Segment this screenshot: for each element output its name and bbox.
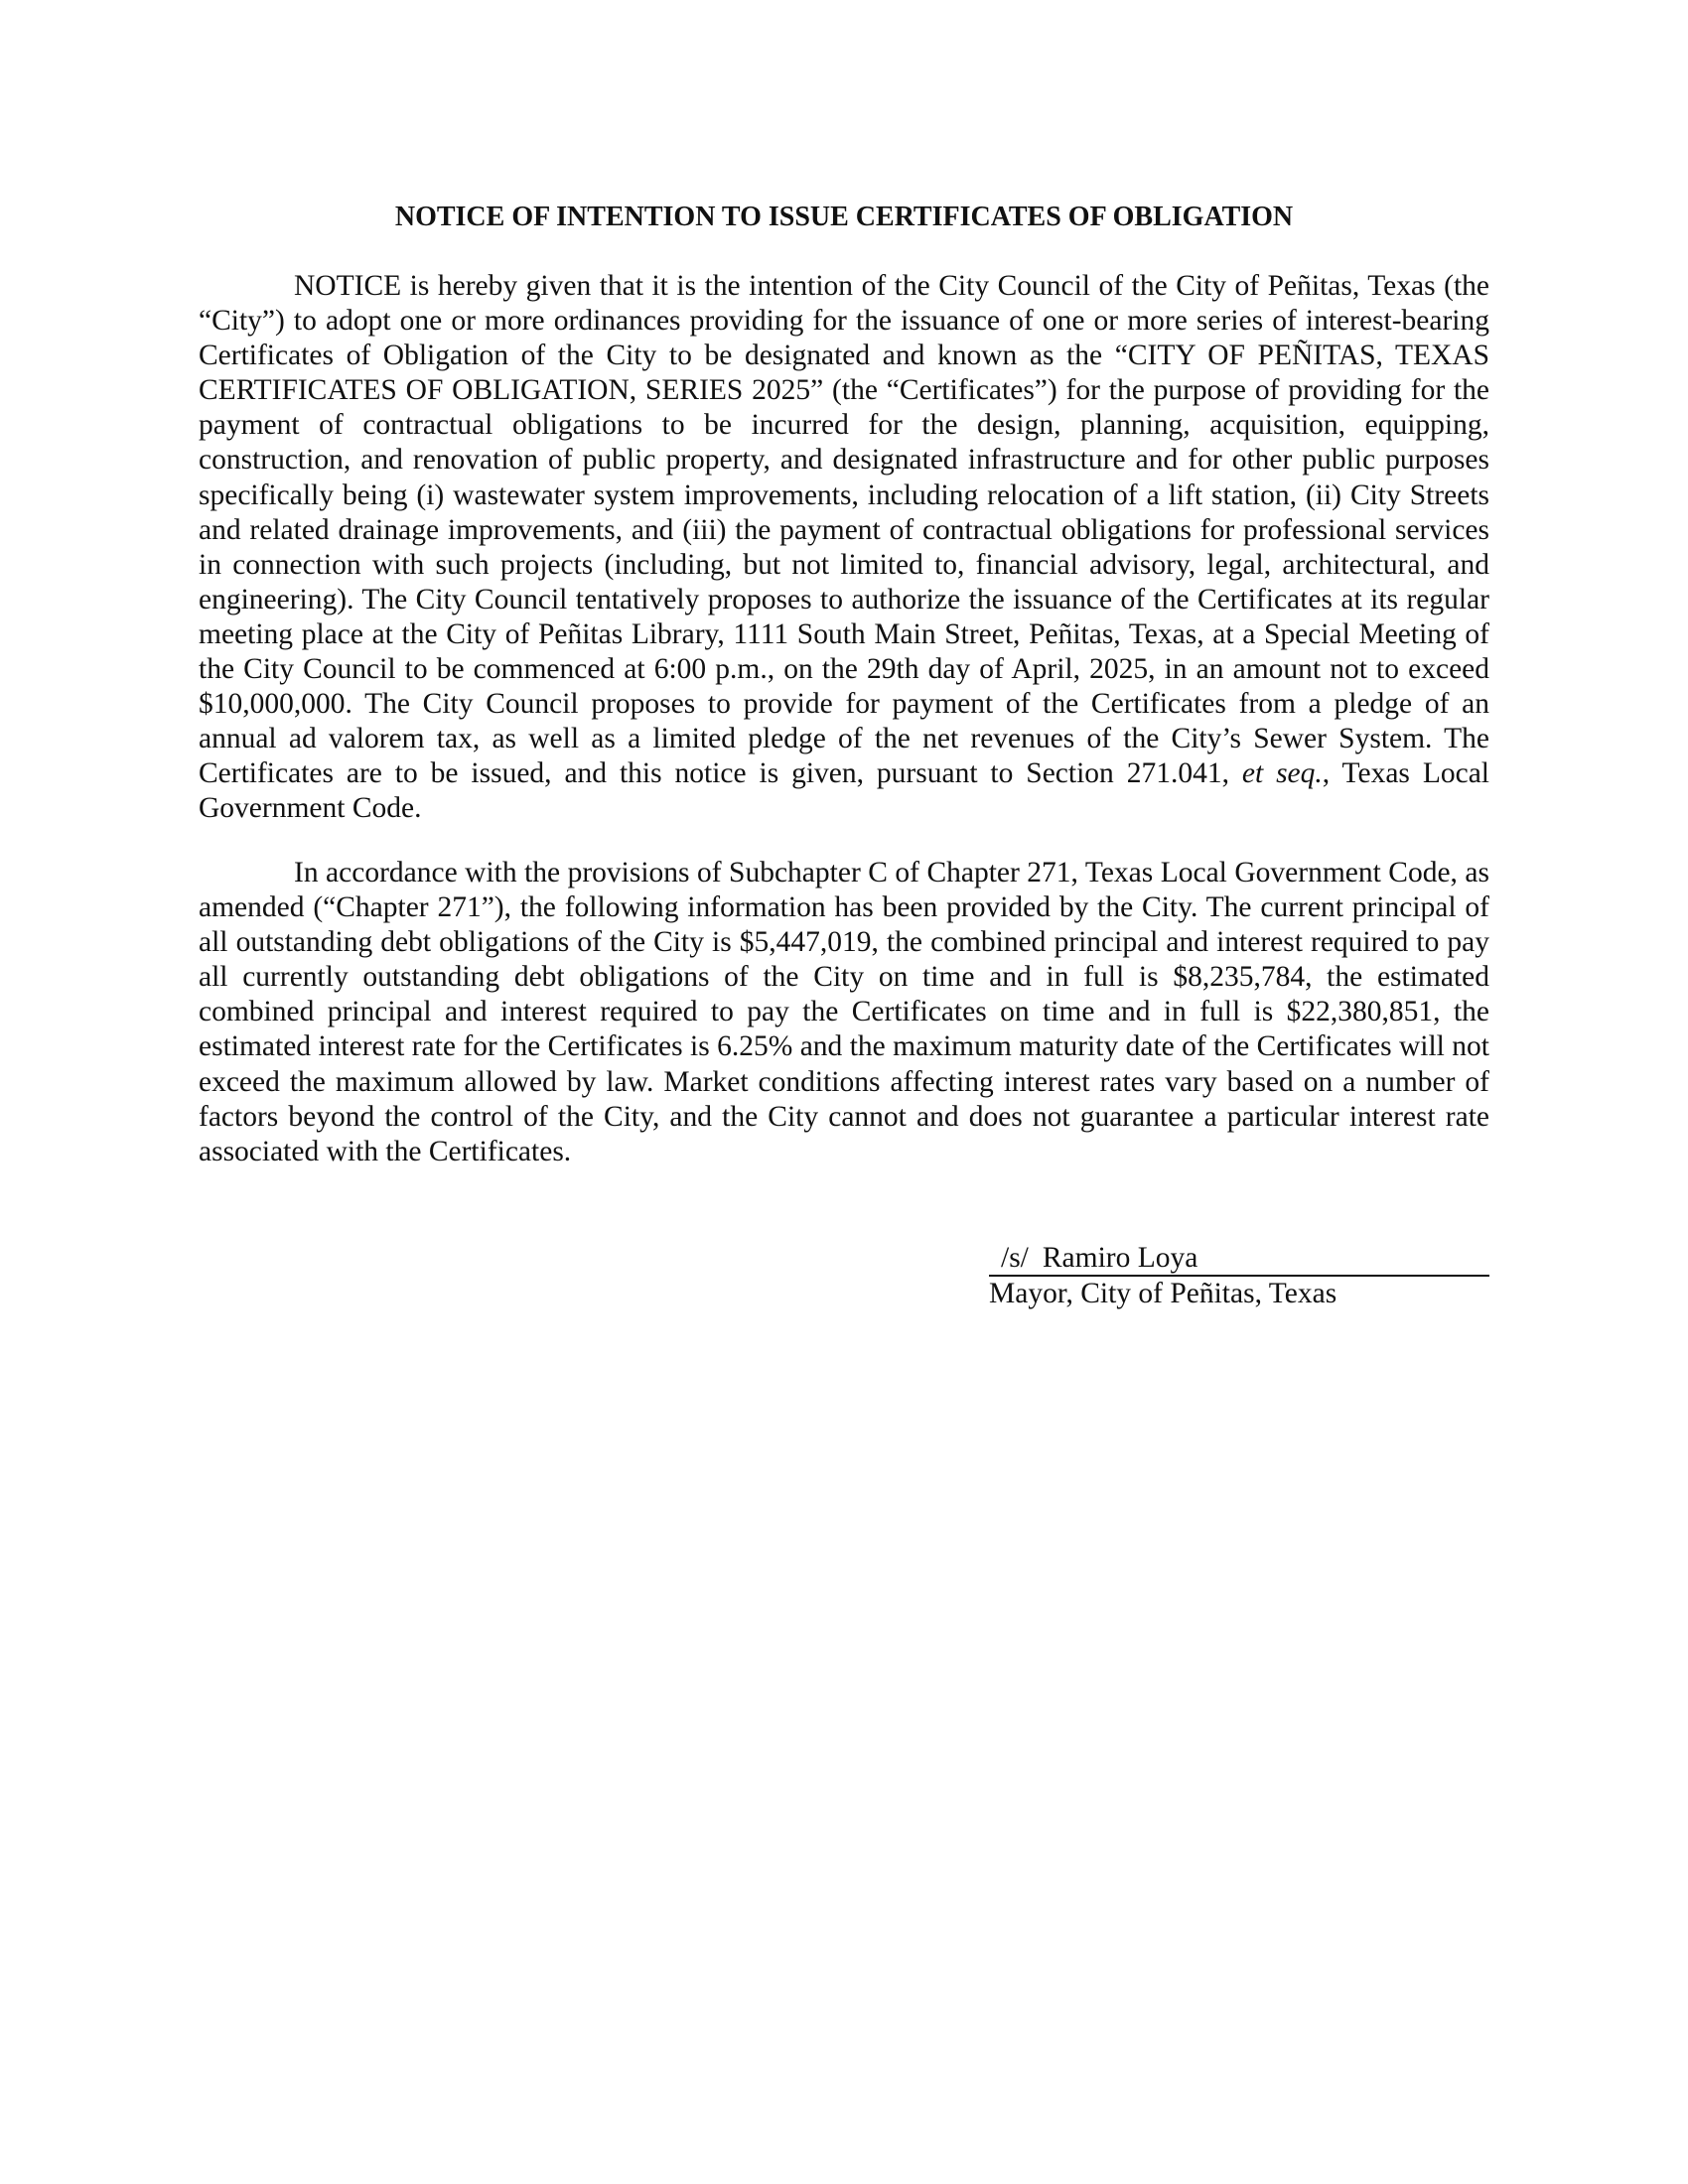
document-title: NOTICE OF INTENTION TO ISSUE CERTIFICATES OF OBLIGATION (394, 202, 1294, 232)
signer-title: Mayor, City of Peñitas, Texas (989, 1278, 1337, 1309)
signature-mark: /s/ (1001, 1242, 1029, 1274)
notice-paragraph-text: NOTICE is hereby given that it is the intention of the City Council of the City of Peñitas, Texas (the “City”) to adopt one or more ordinances providing for the issuance of one or more series of interest-bearing Certificates of Obligation of the City to be designated and known as the “CITY OF PEÑITAS, TEXAS CERTIFICATES OF OBLIGATION, SERIES 2025” (the “Certificates”) for the purpose of providing for the payment of contractual obligations to be incurred for the design, planning, acquisition, equipping, construction, and renovation of public property, and designated infrastructure and for other public purposes specifically being (i) wastewater system improvements, including relocation of a lift station, (ii) City Streets and related drainage improvements, and (iii) the payment of contractual obligations for professional services in connection with such projects (including, but not limited to, financial advisory, legal, architectural, and engineering). The City Council tentatively proposes to authorize the issuance of the Certificates at its regular meeting place at the City of Peñitas Library, 1111 South Main Street, Peñitas, Texas, at a Special Meeting of the City Council to be commenced at 6:00 p.m., on the 29th day of April, 2025, in an amount not to exceed $10,000,000. The City Council proposes to provide for payment of the Certificates from a pledge of an annual ad valorem tax, as well as a limited pledge of the net revenues of the City’s Sewer System. The Certificates are to be issued, and this notice is given, pursuant to Section 271.041, (199, 270, 1489, 790)
et-seq-italic: et seq. (1241, 757, 1323, 790)
signature-block (989, 1241, 1489, 1311)
notice-paragraph (199, 269, 1489, 827)
notice-paragraph-end: , Texas Local Government Code. (199, 757, 1489, 825)
signature-line (989, 1241, 1489, 1277)
signature-name: Ramiro Loya (1042, 1242, 1198, 1274)
chapter-271-paragraph: In accordance with the provisions of Subchapter C of Chapter 271, Texas Local Government Code, as amended (“Chapter 271”), the following information has been provided by the City. The current principal of all outstanding debt obligations of the City is $5,447,019, the combined principal and interest required to pay all currently outstanding debt obligations of the City on time and in full is $8,235,784, the estimated combined principal and interest required to pay the Certificates on time and in full is $22,380,851, the estimated interest rate for the Certificates is 6.25% and the maximum maturity date of the Certificates will not exceed the maximum allowed by law. Market conditions affecting interest rates vary based on a number of factors beyond the control of the City, and the City cannot and does not guarantee a particular interest rate associated with the Certificates. (199, 857, 1489, 1167)
